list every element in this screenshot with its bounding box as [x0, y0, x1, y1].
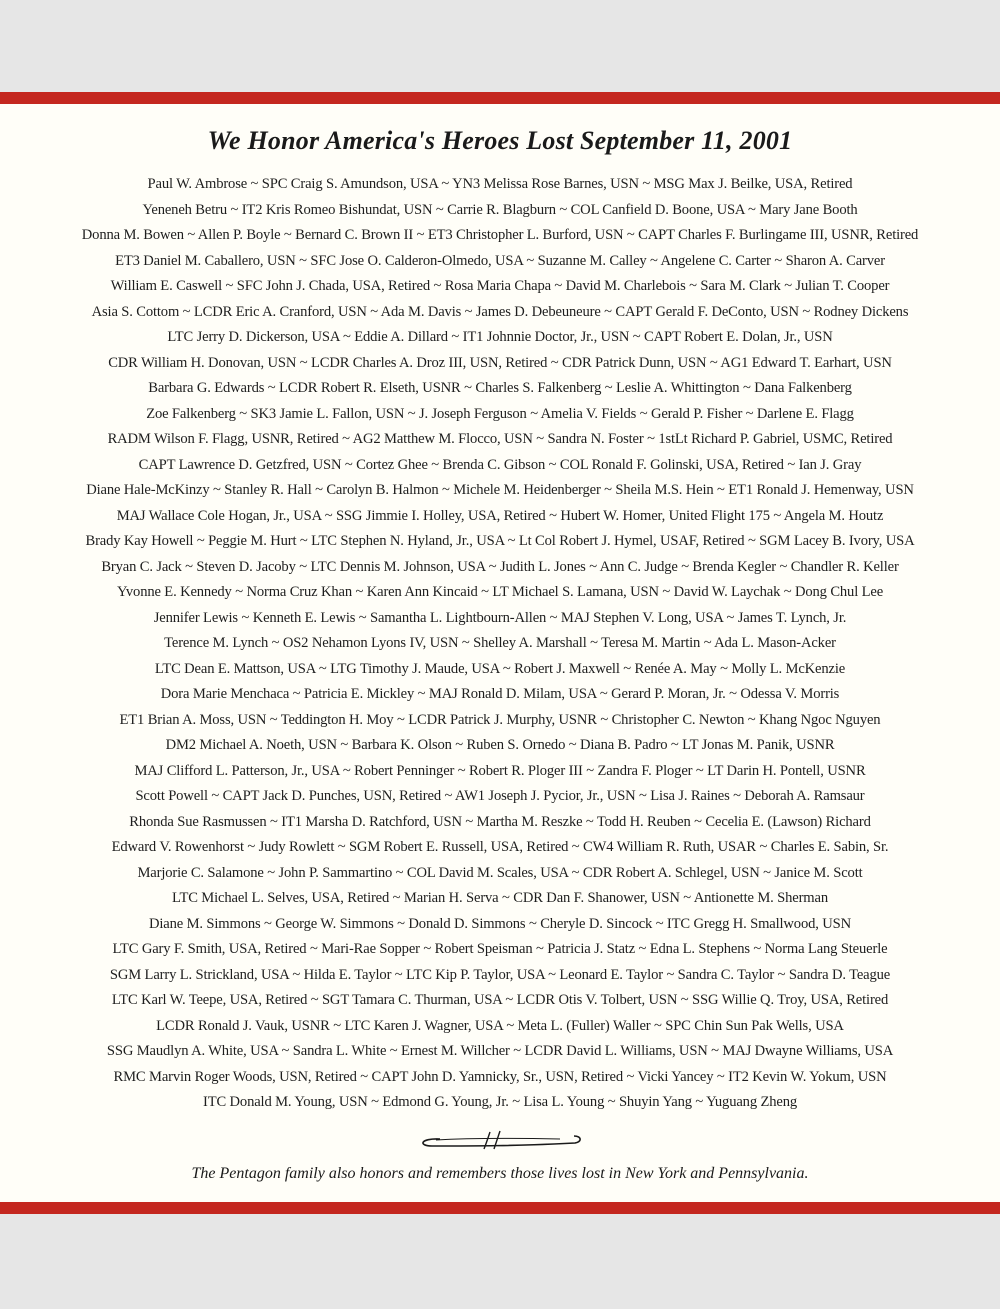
- names-line: RMC Marvin Roger Woods, USN, Retired ~ CAPT John D. Yamnicky, Sr., USN, Retired ~ Vicki Yancey ~ IT2 Kevin W. Yokum, USN: [113, 1068, 887, 1085]
- names-line: ITC Donald M. Young, USN ~ Edmond G. Young, Jr. ~ Lisa L. Young ~ Shuyin Yang ~ Yuguang Zheng: [202, 1094, 797, 1110]
- names-line: ET1 Brian A. Moss, USN ~ Teddington H. Moy ~ LCDR Patrick J. Murphy, USNR ~ Christopher C. Newton ~ Khang Ngoc Nguyen: [119, 711, 881, 728]
- names-line: DM2 Michael A. Noeth, USN ~ Barbara K. Olson ~ Ruben S. Ornedo ~ Diana B. Padro ~ LT Jonas M. Panik, USNR: [165, 737, 835, 753]
- names-list: [20, 172, 980, 1116]
- names-line: Yvonne E. Kennedy ~ Norma Cruz Khan ~ Karen Ann Kincaid ~ LT Michael S. Lamana, USN ~ David W. Laychak ~ Dong Chul Lee: [116, 584, 884, 600]
- names-line: ET3 Daniel M. Caballero, USN ~ SFC Jose O. Calderon-Olmedo, USA ~ Suzanne M. Calley ~ Angelene C. Carter ~ Sharon A. Carver: [115, 252, 885, 269]
- names-line: William E. Caswell ~ SFC John J. Chada, USA, Retired ~ Rosa Maria Chapa ~ David M. Charlebois ~ Sara M. Clark ~ Julian T. Cooper: [110, 278, 890, 294]
- names-line: Terence M. Lynch ~ OS2 Nehamon Lyons IV, USN ~ Shelley A. Marshall ~ Teresa M. Martin ~ Ada L. Mason-Acker: [164, 635, 836, 651]
- names-line: MAJ Clifford L. Patterson, Jr., USA ~ Robert Penninger ~ Robert R. Ploger III ~ Zandra F. Ploger ~ LT Darin H. Pontell, USNR: [134, 762, 866, 779]
- names-line: RADM Wilson F. Flagg, USNR, Retired ~ AG2 Matthew M. Flocco, USN ~ Sandra N. Foster ~ 1stLt Richard P. Gabriel, USMC, Retired: [107, 431, 893, 447]
- names-line: LTC Karl W. Teepe, USA, Retired ~ SGT Tamara C. Thurman, USA ~ LCDR Otis V. Tolbert, USN ~ SSG Willie Q. Troy, USA, Retired: [111, 992, 889, 1008]
- names-line: Edward V. Rowenhorst ~ Judy Rowlett ~ SGM Robert E. Russell, USA, Retired ~ CW4 William R. Ruth, USAR ~ Charles E. Sabin, Sr.: [111, 839, 889, 855]
- names-line: SGM Larry L. Strickland, USA ~ Hilda E. Taylor ~ LTC Kip P. Taylor, USA ~ Leonard E. Taylor ~ Sandra C. Taylor ~ Sandra D. Teague: [109, 966, 891, 983]
- names-line: LTC Michael L. Selves, USA, Retired ~ Marian H. Serva ~ CDR Dan F. Shanower, USN ~ Antionette M. Sherman: [172, 890, 828, 906]
- names-line: Yeneneh Betru ~ IT2 Kris Romeo Bishundat, USN ~ Carrie R. Blagburn ~ COL Canfield D. Boone, USA ~ Mary Jane Booth: [142, 201, 858, 218]
- names-line: Zoe Falkenberg ~ SK3 Jamie L. Fallon, USN ~ J. Joseph Ferguson ~ Amelia V. Fields ~ Gerald P. Fisher ~ Darlene E. Flagg: [146, 405, 854, 422]
- names-line: Marjorie C. Salamone ~ John P. Sammartino ~ COL David M. Scales, USA ~ CDR Robert A. Schlegel, USN ~ Janice M. Scott: [137, 864, 863, 881]
- names-line: SSG Maudlyn A. White, USA ~ Sandra L. White ~ Ernest M. Willcher ~ LCDR David L. Williams, USN ~ MAJ Dwayne Williams, USA: [106, 1043, 894, 1059]
- names-line: Donna M. Bowen ~ Allen P. Boyle ~ Bernard C. Brown II ~ ET3 Christopher L. Burford, USN ~ CAPT Charles F. Burlingame III, USNR, Retired: [81, 227, 919, 243]
- names-line: MAJ Wallace Cole Hogan, Jr., USA ~ SSG Jimmie I. Holley, USA, Retired ~ Hubert W. Homer, United Flight 175 ~ Angela M. Houtz: [116, 507, 884, 524]
- names-line: CDR William H. Donovan, USN ~ LCDR Charles A. Droz III, USN, Retired ~ CDR Patrick Dunn, USN ~ AG1 Edward T. Earhart, USN: [108, 354, 892, 371]
- names-line: Rhonda Sue Rasmussen ~ IT1 Marsha D. Ratchford, USN ~ Martha M. Reszke ~ Todd H. Reuben ~ Cecelia E. (Lawson) Richard: [129, 813, 871, 830]
- flourish-ornament: [410, 1124, 590, 1152]
- names-line: LTC Dean E. Mattson, USA ~ LTG Timothy J. Maude, USA ~ Robert J. Maxwell ~ Renée A. May ~ Molly L. McKenzie: [154, 660, 846, 677]
- names-line: CAPT Lawrence D. Getzfred, USN ~ Cortez Ghee ~ Brenda C. Gibson ~ COL Ronald F. Golinski, USA, Retired ~ Ian J. Gray: [138, 456, 862, 473]
- names-line: Dora Marie Menchaca ~ Patricia E. Mickley ~ MAJ Ronald D. Milam, USA ~ Gerard P. Moran, Jr. ~ Odessa V. Morris: [160, 686, 840, 702]
- names-line: LCDR Ronald J. Vauk, USNR ~ LTC Karen J. Wagner, USA ~ Meta L. (Fuller) Waller ~ SPC Chin Sun Pak Wells, USA: [156, 1017, 844, 1034]
- footer-note: The Pentagon family also honors and remembers those lives lost in New York and Pennsylvania.: [191, 1165, 809, 1182]
- top-red-band: [0, 92, 1000, 104]
- names-line: LTC Gary F. Smith, USA, Retired ~ Mari-Rae Sopper ~ Robert Speisman ~ Patricia J. Statz ~ Edna L. Stephens ~ Norma Lang Steuerle: [112, 941, 888, 957]
- names-line: Scott Powell ~ CAPT Jack D. Punches, USN, Retired ~ AW1 Joseph J. Pycior, Jr., USN ~ Lisa J. Raines ~ Deborah A. Ramsaur: [135, 788, 865, 804]
- names-line: Barbara G. Edwards ~ LCDR Robert R. Elseth, USNR ~ Charles S. Falkenberg ~ Leslie A. Whittington ~ Dana Falkenberg: [148, 380, 852, 396]
- page-title: We Honor America's Heroes Lost September 11, 2001: [207, 126, 793, 155]
- names-line: Paul W. Ambrose ~ SPC Craig S. Amundson, USA ~ YN3 Melissa Rose Barnes, USN ~ MSG Max J. Beilke, USA, Retired: [147, 176, 853, 192]
- bottom-red-band: [0, 1202, 1000, 1214]
- names-line: Diane M. Simmons ~ George W. Simmons ~ Donald D. Simmons ~ Cheryle D. Sincock ~ ITC Gregg H. Smallwood, USN: [149, 915, 851, 932]
- names-line: Brady Kay Howell ~ Peggie M. Hurt ~ LTC Stephen N. Hyland, Jr., USA ~ Lt Col Robert J. Hymel, USAF, Retired ~ SGM Lacey B. Ivory, USA: [85, 533, 915, 549]
- names-line: LTC Jerry D. Dickerson, USA ~ Eddie A. Dillard ~ IT1 Johnnie Doctor, Jr., USN ~ CAPT Robert E. Dolan, Jr., USN: [167, 329, 833, 345]
- names-line: Diane Hale-McKinzy ~ Stanley R. Hall ~ Carolyn B. Halmon ~ Michele M. Heidenberger ~ Sheila M.S. Hein ~ ET1 Ronald J. Hemenway, USN: [86, 482, 914, 498]
- names-line: Jennifer Lewis ~ Kenneth E. Lewis ~ Samantha L. Lightbourn-Allen ~ MAJ Stephen V. Long, USA ~ James T. Lynch, Jr.: [153, 609, 847, 626]
- names-line: Bryan C. Jack ~ Steven D. Jacoby ~ LTC Dennis M. Johnson, USA ~ Judith L. Jones ~ Ann C. Judge ~ Brenda Kegler ~ Chandler R. Keller: [101, 558, 899, 575]
- names-line: Asia S. Cottom ~ LCDR Eric A. Cranford, USN ~ Ada M. Davis ~ James D. Debeuneure ~ CAPT Gerald F. DeConto, USN ~ Rodney Dickens: [91, 303, 909, 320]
